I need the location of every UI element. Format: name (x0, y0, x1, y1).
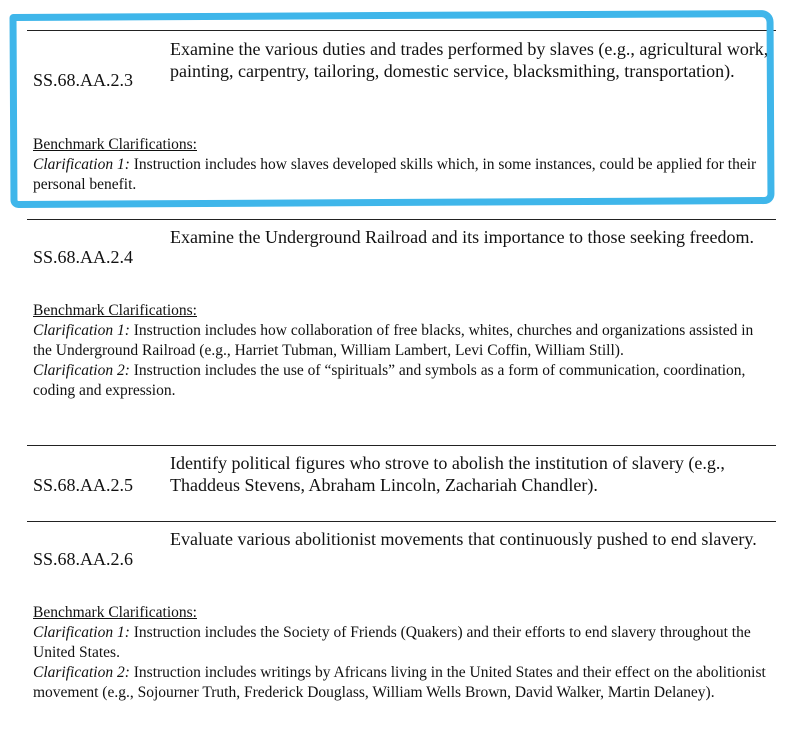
clarification-item (33, 361, 773, 401)
benchmark-code: SS.68.AA.2.6 (33, 549, 134, 569)
clarification-item (33, 155, 773, 195)
clarification-label: Clarification 1: (33, 156, 130, 173)
clarification-text: Instruction includes the use of “spirituals” and symbols as a form of communication, coordination, coding and expression. (33, 362, 746, 399)
clarification-item (33, 321, 773, 361)
clarification-text: Instruction includes how slaves developed skills which, in some instances, could be applied for their personal benefit. (33, 156, 757, 193)
row-divider (27, 219, 776, 220)
clarifications-title: Benchmark Clarifications: (33, 302, 197, 319)
benchmark-description: Identify political figures who strove to abolish the institution of slavery (e.g., Thaddeus Stevens, Abraham Lincoln, Zachariah Chandler). (170, 453, 725, 495)
benchmark-description: Examine the various duties and trades performed by slaves (e.g., agricultural work, painting, carpentry, tailoring, domestic service, blacksmithing, transportation). (170, 39, 769, 81)
row-divider (27, 30, 776, 31)
clarification-label: Clarification 1: (33, 624, 130, 641)
benchmark-description: Evaluate various abolitionist movements that continuously pushed to end slavery. (170, 529, 757, 549)
clarification-label: Clarification 2: (33, 664, 130, 681)
benchmark-clarifications (33, 135, 773, 195)
benchmark-clarifications (33, 603, 773, 703)
clarification-label: Clarification 1: (33, 322, 130, 339)
benchmark-clarifications (33, 301, 773, 401)
clarification-item (33, 663, 773, 703)
benchmark-code: SS.68.AA.2.3 (33, 70, 134, 90)
row-divider (27, 445, 776, 446)
benchmark-description: Examine the Underground Railroad and its importance to those seeking freedom. (170, 227, 755, 247)
clarification-text: Instruction includes writings by Africans living in the United States and their effect on the abolitionist movement (e.g., Sojourner Truth, Frederick Douglass, William Wells Brown, David Walker, Martin Delaney). (33, 664, 766, 701)
clarification-label: Clarification 2: (33, 362, 130, 379)
clarification-item (33, 623, 773, 663)
clarification-text: Instruction includes how collaboration of free blacks, whites, churches and organizations assisted in the Underground Railroad (e.g., Harriet Tubman, William Lambert, Levi Coffin, William Still). (33, 322, 754, 359)
benchmark-code: SS.68.AA.2.4 (33, 247, 134, 267)
clarifications-title: Benchmark Clarifications: (33, 136, 197, 153)
clarification-text: Instruction includes the Society of Friends (Quakers) and their efforts to end slavery throughout the United States. (33, 624, 751, 661)
clarifications-title: Benchmark Clarifications: (33, 604, 197, 621)
row-divider (27, 521, 776, 522)
benchmark-code: SS.68.AA.2.5 (33, 475, 134, 495)
